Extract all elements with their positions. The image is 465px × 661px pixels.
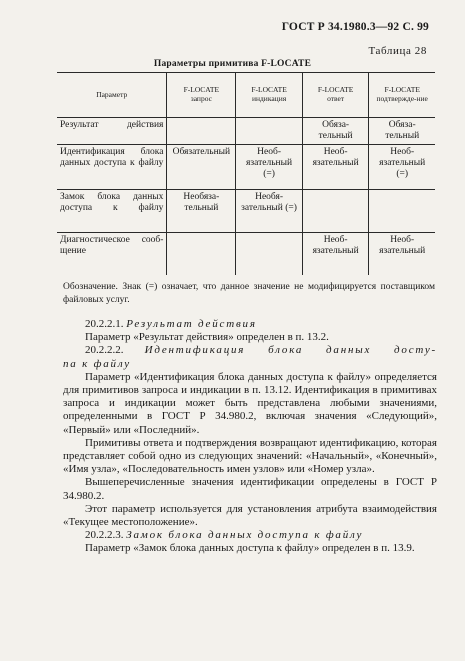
column-header-parameter xyxy=(57,73,167,118)
table-note: Обозначение. Знак (=) означает, что данное значение не модифицируется поставщиком файловых услуг. xyxy=(63,282,435,305)
cell-response: Необ-язательный xyxy=(302,145,369,190)
paragraph: Параметр «Замок блока данных доступа к файлу» определен в п. 13.9. xyxy=(85,542,415,555)
section-title: Замок блока данных доступа к файлу xyxy=(126,529,364,542)
cell-response: Необ-язательный xyxy=(302,233,369,276)
cell-confirmation: Обяза-тельный xyxy=(369,118,435,145)
cell-request: Необяза-тельный xyxy=(167,190,236,233)
parameter-name: Замок блока данных доступа к файлу xyxy=(57,190,167,233)
primitive-name: F-LOCATE xyxy=(183,85,220,95)
table-title: Параметры примитива F-LOCATE xyxy=(153,59,312,69)
table-row xyxy=(57,145,435,190)
paragraph: Этот параметр используется для установления атрибута взаимодействия «Текущее местоположение». xyxy=(63,502,437,529)
primitive-type: ответ xyxy=(327,94,345,103)
section-title: Идентификация блока данных досту- xyxy=(144,344,438,357)
parameters-table xyxy=(57,72,435,275)
cell-indication: Необ-язательный (=) xyxy=(236,145,303,190)
primitive-name: F-LOCATE xyxy=(317,85,354,95)
primitive-type: индикация xyxy=(251,94,287,103)
table-row xyxy=(57,190,435,233)
primitive-type: запрос xyxy=(190,94,212,103)
cell-request xyxy=(167,118,236,145)
cell-response: Обяза-тельный xyxy=(302,118,369,145)
section-title: Результат действия xyxy=(126,318,257,330)
paragraph: Параметр «Результат действия» определен в п. 13.2. xyxy=(85,331,329,344)
cell-indication: Необя-зательный (=) xyxy=(236,190,303,233)
cell-confirmation: Необ-язательный xyxy=(369,233,435,276)
cell-indication xyxy=(236,233,303,276)
section-number: 20.2.2.3. xyxy=(85,529,124,542)
column-header-response xyxy=(302,73,369,118)
table-header-row xyxy=(57,73,435,118)
column-header-confirmation xyxy=(369,73,435,118)
running-header: ГОСТ Р 34.1980.3—92 С. 99 xyxy=(281,21,429,33)
cell-response xyxy=(302,190,369,233)
section-title-continued: па к файлу xyxy=(63,357,131,370)
paragraph: Параметр «Идентификация блока данных доступа к файлу» определяется для примитивов запроса и индикации в п. 13.12. Идентификация в примитивах запроса и индикации может быть представлена любыми значениями, определенными в ГОСТ Р 34.980.2, включая значения «Следующий», «Первый» или «Последний». xyxy=(63,370,437,436)
primitive-name: F-LOCATE xyxy=(384,85,420,95)
section-heading xyxy=(63,529,437,542)
body-text xyxy=(63,318,437,556)
parameter-name: Результат действия xyxy=(57,118,167,145)
table-number: Таблица 28 xyxy=(368,45,427,57)
parameter-name: Диагностическое сооб-щение xyxy=(57,233,167,276)
parameter-name: Идентификация блока данных доступа к файлу xyxy=(57,145,167,190)
primitive-type: подтвержде-ние xyxy=(376,94,428,103)
paragraph: Вышеперечисленные значения идентификации определены в ГОСТ Р 34.980.2. xyxy=(63,476,437,502)
cell-confirmation: Необ-язательный (=) xyxy=(369,145,435,190)
column-header-request xyxy=(167,73,236,118)
table-row xyxy=(57,118,435,145)
table-row xyxy=(57,233,435,276)
section-number: 20.2.2.1. xyxy=(85,318,124,330)
column-header-indication xyxy=(236,73,303,118)
column-header-label: Параметр xyxy=(96,89,128,99)
cell-indication xyxy=(236,118,303,145)
section-number: 20.2.2.2. xyxy=(85,344,124,357)
cell-request: Обязательный xyxy=(167,145,236,190)
primitive-name: F-LOCATE xyxy=(251,85,287,95)
section-heading xyxy=(63,344,437,357)
cell-confirmation xyxy=(369,190,435,233)
cell-request xyxy=(167,233,236,276)
section-heading xyxy=(63,318,437,331)
paragraph: Примитивы ответа и подтверждения возвращают идентификацию, которая представляет собой одно из следующих значений: «Начальный», «Конечный», «Имя узла», «Последовательность имен узлов» или «Номер узла». xyxy=(63,436,437,476)
